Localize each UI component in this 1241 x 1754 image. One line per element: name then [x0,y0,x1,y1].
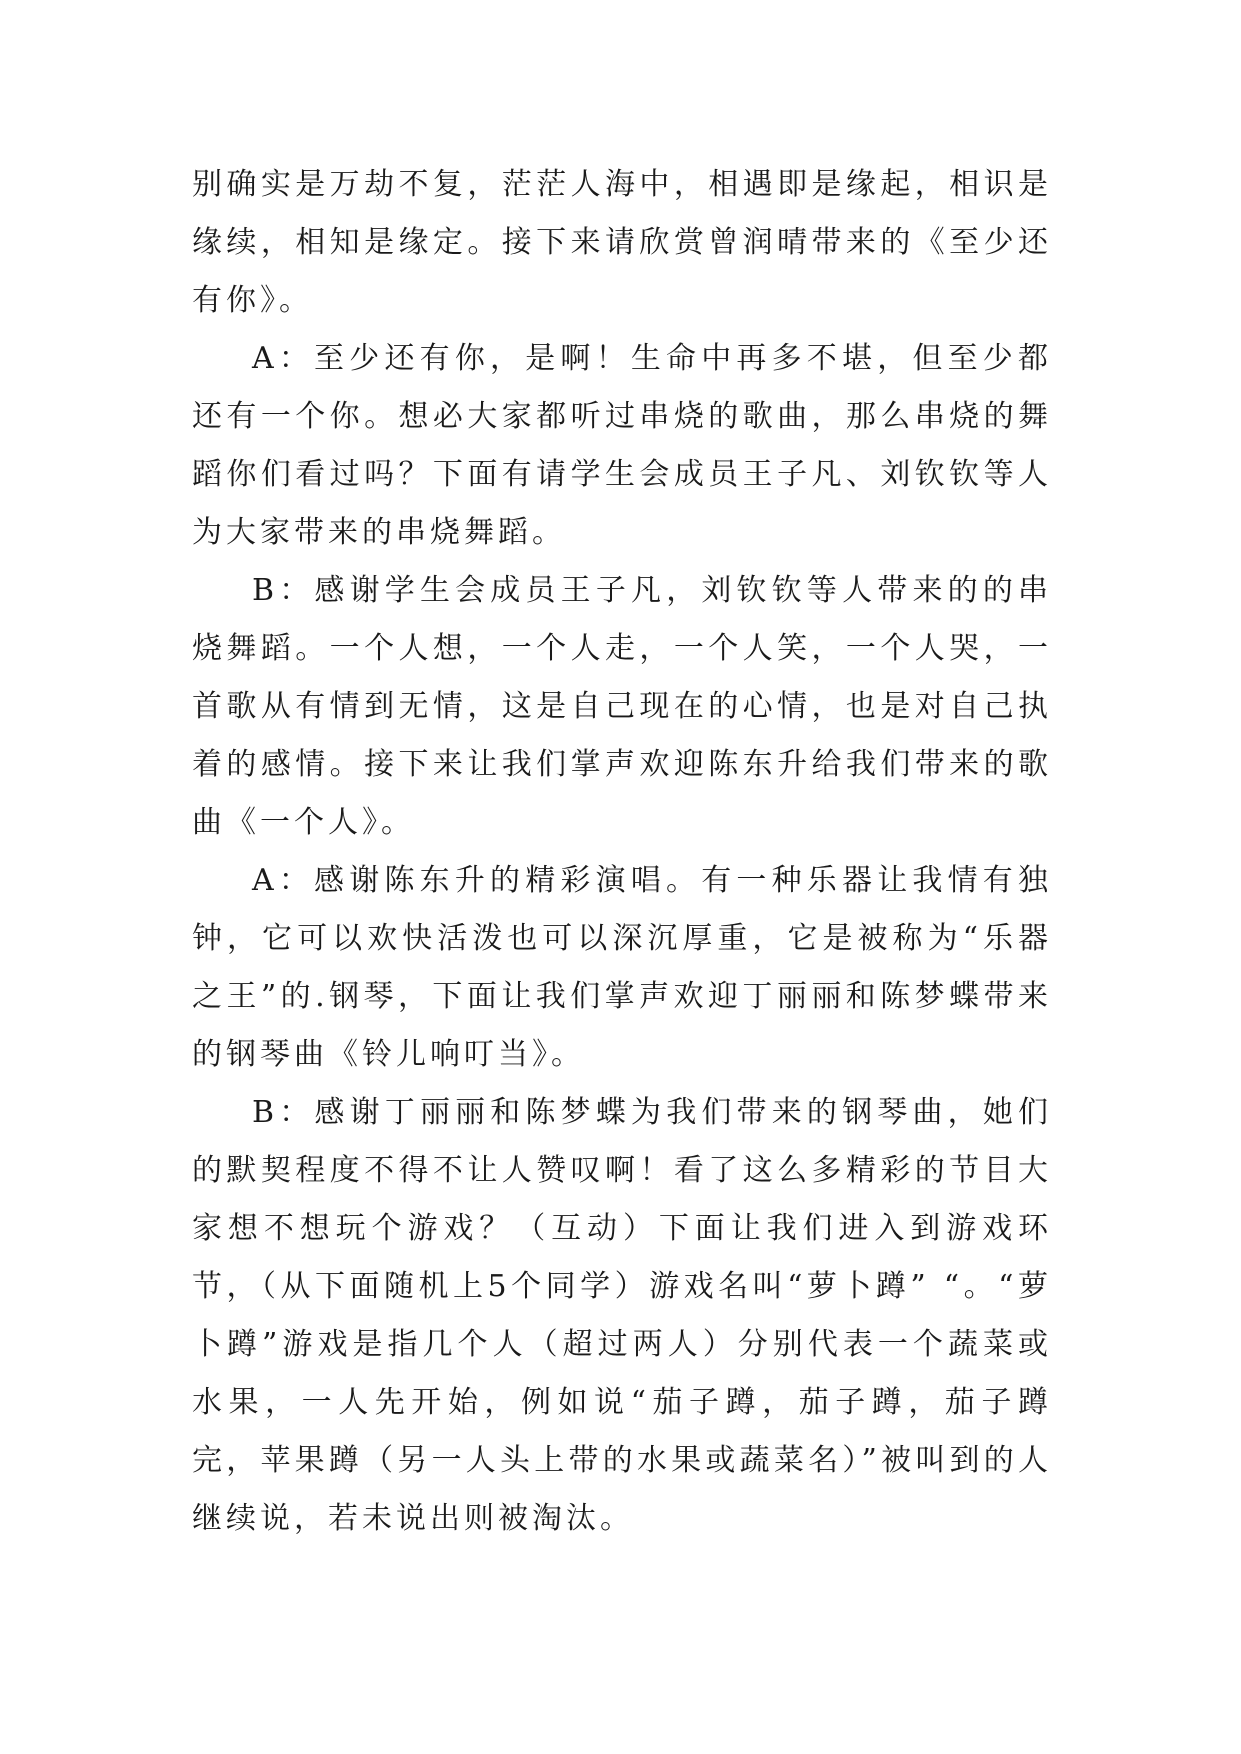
document-body [192,156,1052,1548]
paragraph-host-b-2: B：感谢丁丽丽和陈梦蝶为我们带来的钢琴曲，她们的默契程度不得不让人赞叹啊！看了这么多精彩的节目大家想不想玩个游戏？（互动）下面让我们进入到游戏环节，（从下面随机上5个同学）游戏名叫“萝卜蹲” “。“萝卜蹲”游戏是指几个人（超过两人）分别代表一个蔬菜或水果，一人先开始，例如说“茄子蹲，茄子蹲，茄子蹲完，苹果蹲（另一人头上带的水果或蔬菜名）”被叫到的人继续说，若未说出则被淘汰。 [192,1095,1052,1536]
paragraph-host-b-1: B：感谢学生会成员王子凡，刘钦钦等人带来的的串烧舞蹈。一个人想，一个人走，一个人笑，一个人哭，一首歌从有情到无情，这是自己现在的心情，也是对自己执着的感情。接下来让我们掌声欢迎陈东升给我们带来的歌曲《一个人》。 [192,573,1052,840]
paragraph-host-a-2: A：感谢陈东升的精彩演唱。有一种乐器让我情有独钟，它可以欢快活泼也可以深沉厚重，它是被称为“乐器之王”的.钢琴，下面让我们掌声欢迎丁丽丽和陈梦蝶带来的钢琴曲《铃儿响叮当》。 [192,863,1052,1072]
paragraph-continued: 别确实是万劫不复，茫茫人海中，相遇即是缘起，相识是缘续，相知是缘定。接下来请欣赏曾润晴带来的《至少还有你》。 [192,167,1052,318]
paragraph-host-a-1: A：至少还有你，是啊！生命中再多不堪，但至少都还有一个你。想必大家都听过串烧的歌曲，那么串烧的舞蹈你们看过吗？下面有请学生会成员王子凡、刘钦钦等人为大家带来的串烧舞蹈。 [192,341,1052,550]
